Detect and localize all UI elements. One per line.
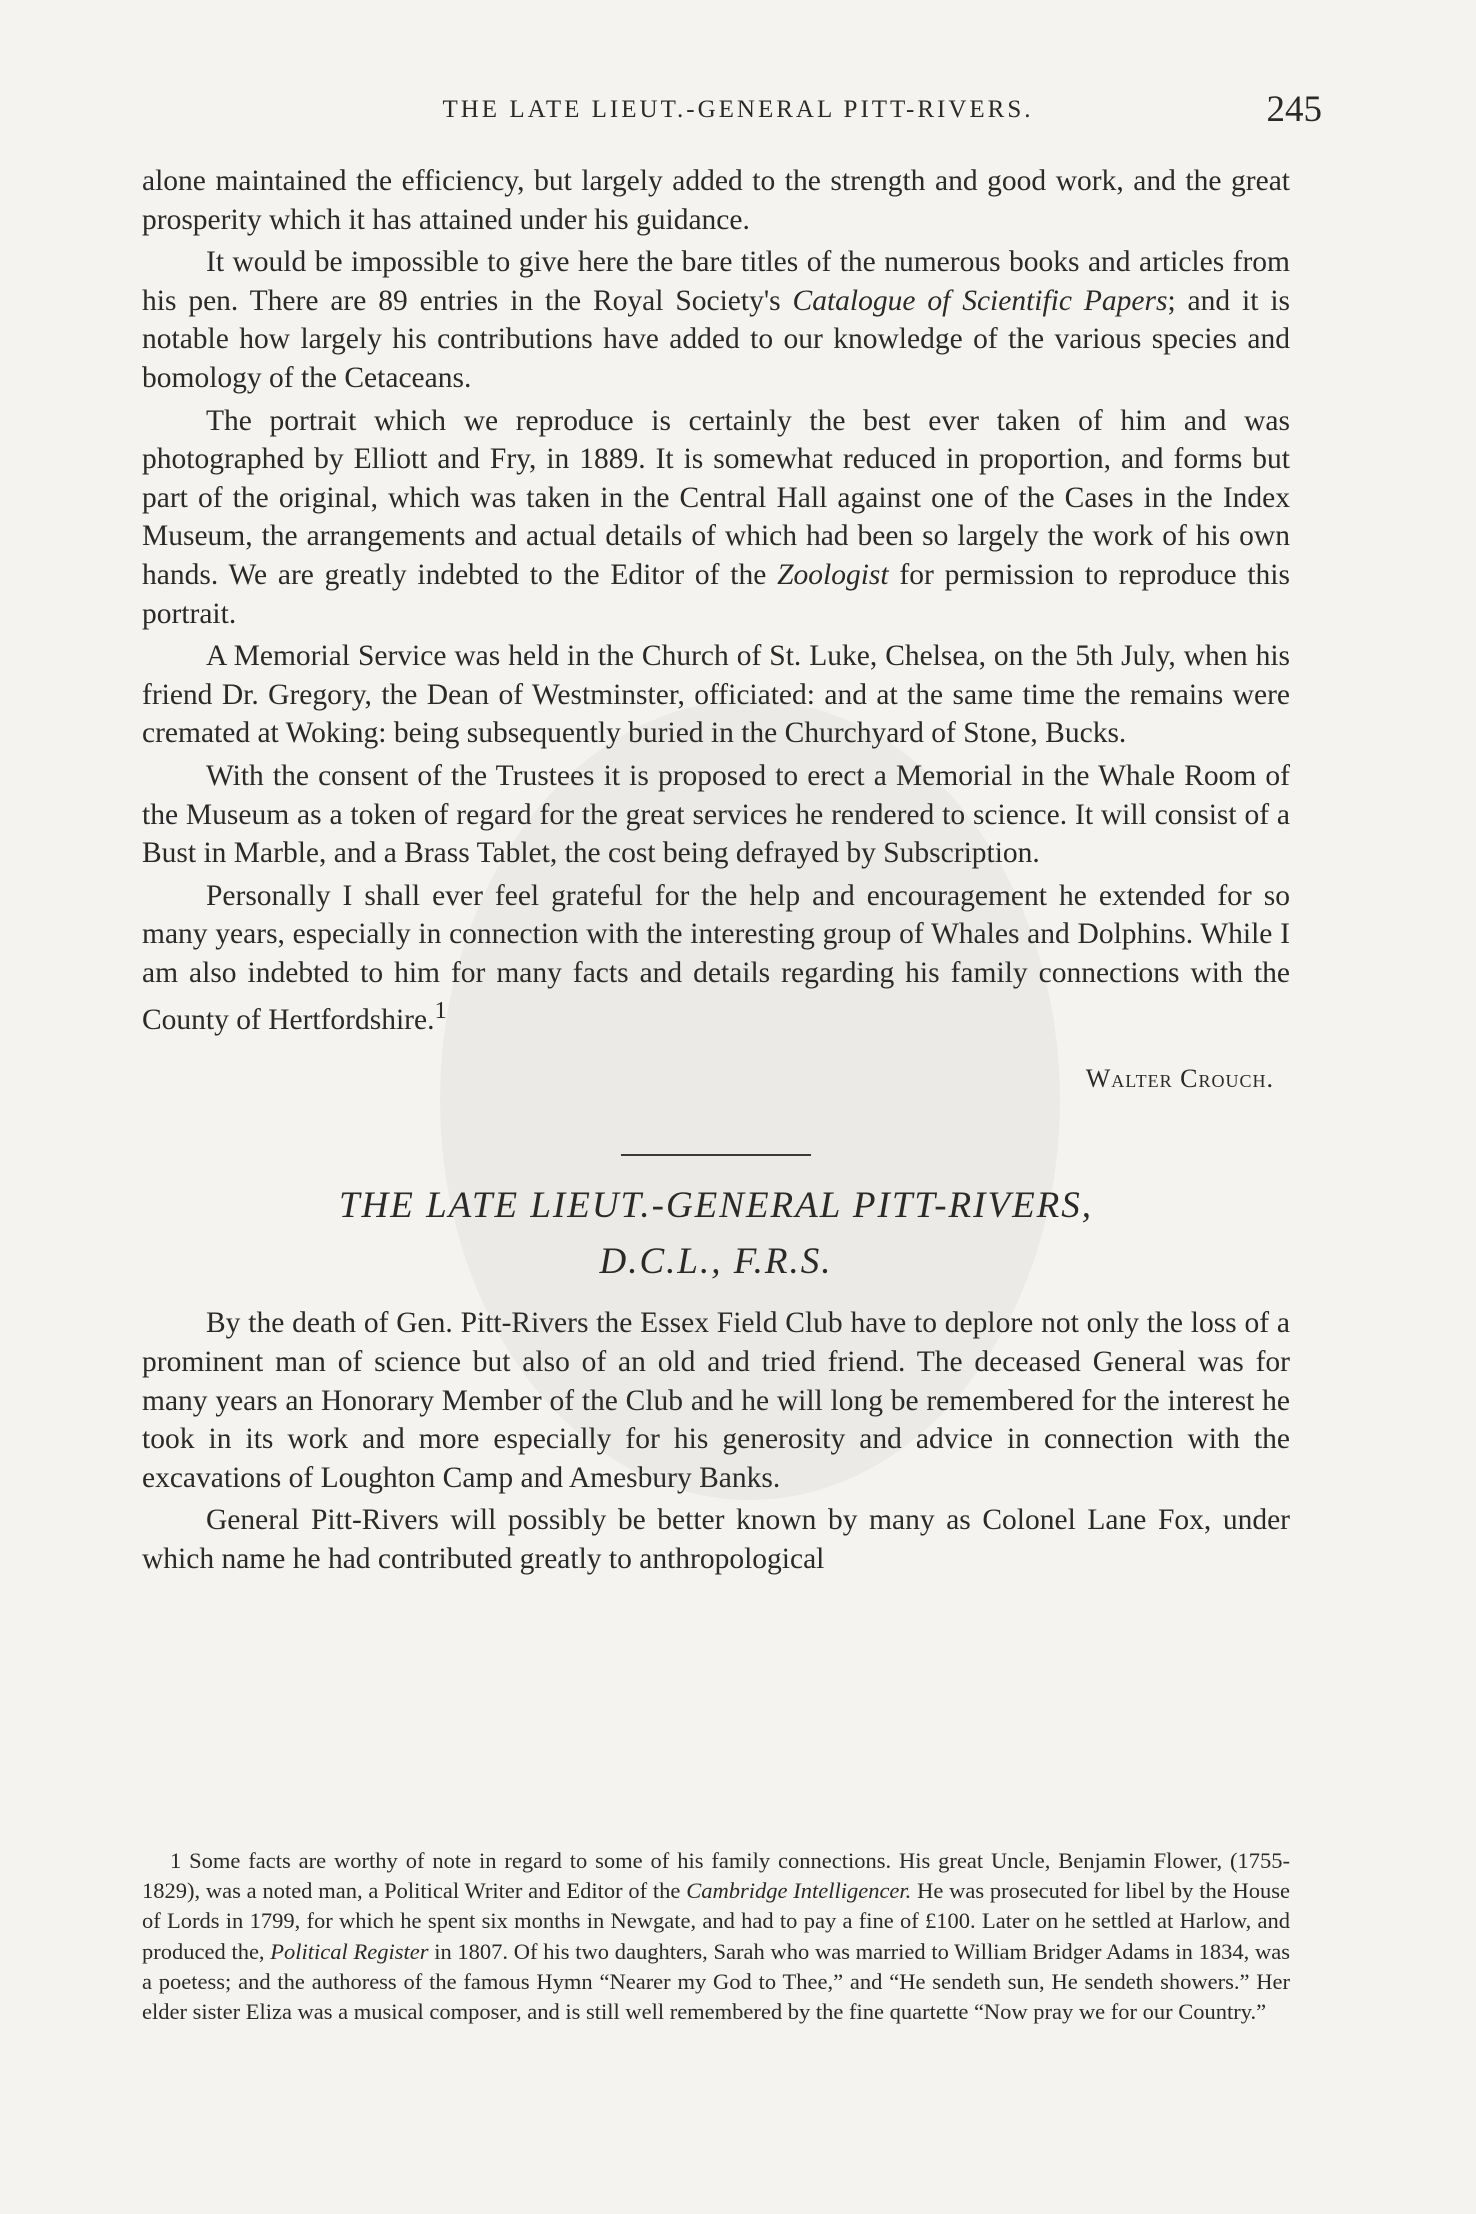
article-body bbox=[142, 162, 1290, 1583]
italic-title: Political Register bbox=[270, 1938, 429, 1964]
paragraph bbox=[142, 243, 1290, 397]
paragraph bbox=[142, 402, 1290, 634]
italic-title: Zoologist bbox=[777, 558, 889, 591]
paragraph bbox=[142, 877, 1290, 1040]
paragraph: By the death of Gen. Pitt-Rivers the Essex Field Club have to deplore not only the loss of a prominent man of science but also of an old and tried friend. The deceased General was for many years an Honorary Member of the Club and he will long be remembered for the interest he took in its work and more especially for his generosity and advice in connection with the excavations of Loughton Camp and Amesbury Banks. bbox=[142, 1307, 1290, 1494]
running-title: THE LATE LIEUT.-GENERAL PITT-RIVERS. bbox=[442, 96, 1034, 123]
footnote-text bbox=[142, 1846, 1290, 2027]
heading-line: THE LATE LIEUT.-GENERAL PITT-RIVERS, bbox=[338, 1185, 1094, 1227]
footnote-marker: 1 bbox=[170, 1848, 182, 1873]
paragraph: With the consent of the Trustees it is proposed to erect a Memorial in the Whale Room of the Museum as a token of regard for the great services he rendered to science. It will consist of a Bust in Marble, and a Brass Tablet, the cost being defrayed by Subscription. bbox=[142, 759, 1290, 870]
paragraph: alone maintained the efficiency, but largely added to the strength and good work, and the great prosperity which it has attained under his guidance. bbox=[142, 165, 1290, 236]
page-number: 245 bbox=[1266, 89, 1322, 130]
author-signature: Walter Crouch. bbox=[1085, 1063, 1274, 1093]
italic-title: Catalogue of Scientific Papers bbox=[792, 284, 1168, 317]
text-run: It would be impossible to give here the bare titles of the numerous books and articles from his pen. There are 89 entries in the Royal Society's bbox=[142, 246, 1290, 317]
text-run: Personally I shall ever feel grateful for the help and encouragement he extended for so many years, especially in connection with the interesting group of Whales and Dolphins. While I am also indebted to him for many facts and details regarding his family connections with the County of Hertfordshire. bbox=[142, 879, 1290, 1037]
text-run: ; and it is notable how largely his contributions have added to our knowledge of the various species and bomology of the Cetaceans. bbox=[142, 284, 1290, 394]
section-heading bbox=[142, 1178, 1290, 1290]
text-run: He was prosecuted for libel by the House of Lords in 1799, for which he spent six months in Newgate, and had to pay a fine of £100. Later on he settled at Harlow, and produced the, bbox=[142, 1878, 1290, 1964]
running-header bbox=[142, 88, 1334, 138]
footnote-marker: 1 bbox=[434, 997, 447, 1025]
text-run: Some facts are worthy of note in regard to some of his family connections. His great Uncle, Benjamin Flower, (1755-1829), was a noted man, a Political Writer and Editor of the bbox=[142, 1848, 1290, 1904]
paragraph: A Memorial Service was held in the Church of St. Luke, Chelsea, on the 5th July, when his friend Dr. Gregory, the Dean of Westminster, officiated: and at the same time the remains were cremated at Woking: being subsequently buried in the Churchyard of Stone, Bucks. bbox=[142, 640, 1290, 750]
section-divider bbox=[621, 1154, 811, 1156]
footnote bbox=[142, 1846, 1290, 2027]
text-run: in 1807. Of his two daughters, Sarah who was married to William Bridger Adams in 1834, was a poetess; and the authoress of the famous Hymn “Nearer my God to Thee,” and “He sendeth sun, He sendeth showers.” Her elder sister Eliza was a musical composer, and is still well remembered by the fine quartette “Now pray we for our Country.” bbox=[142, 1938, 1290, 2025]
paragraph: General Pitt-Rivers will possibly be better known by many as Colonel Lane Fox, under which name he had contributed greatly to anthropological bbox=[142, 1504, 1290, 1576]
italic-title: Cambridge Intelligencer. bbox=[686, 1878, 912, 1904]
text-run: for permission to reproduce this portrait. bbox=[142, 558, 1290, 630]
text-run: The portrait which we reproduce is certainly the best ever taken of him and was photographed by Elliott and Fry, in 1889. It is somewhat reduced in proportion, and forms but part of the original, which was taken in the Central Hall against one of the Cases in the Index Museum, the arrangements and actual details of which had been so largely the work of his own hands. We are greatly indebted to the Editor of the bbox=[142, 404, 1290, 591]
heading-line: D.C.L., F.R.S. bbox=[599, 1241, 833, 1283]
